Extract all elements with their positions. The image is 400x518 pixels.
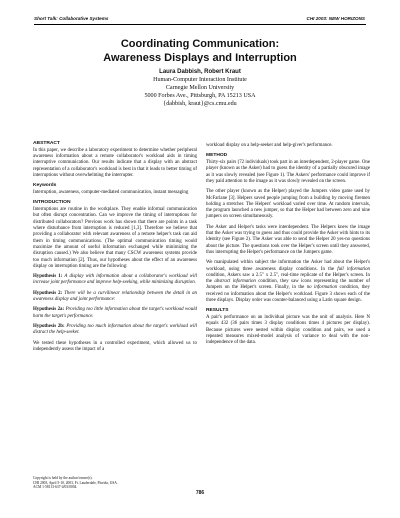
- intro-text: Interruptions are routine in the workplace. They enable informal communication but often disrupt concentration. Can we improve the timing of interruptions for distributed collaborators? Previous work has shown that there are points in a task where disturbance from interruption is reduced [1,3]. Therefore we believe that providing a collaborator with relevant awareness of a remote helper's task can aid them in timing communications. (The optimal communication timing would maximize the amount of useful information exchanged while minimizing the disruption caused.) We also believe that many CSCW awareness systems provide too much information [2]. Thus, our hypotheses about the effect of an awareness display on interruption timing are the following:: [33, 207, 197, 269]
- method-paragraph-3: The Asker and Helper's tasks were interdependent. The Helpers knew the image that the Asker was trying to guess and thus could provide the Asker with hints to its identity (see Figure 2). The Asker was able to send the Helper 20 yes-no questions about the picture. The questions took over the Helper's screen until they answered, thus interrupting the Helper's performance on the Jumpers game.: [206, 224, 370, 255]
- method-paragraph-2: The other player (known as the Helper) played the Jumpers video game used by McFarlane [3]. Helpers saved people jumping from a building by moving firemen holding a stretcher. The Helpers' workload varied over time. At random intervals, the program launched a new jumper, so that the Helper had between zero and nine jumpers on screen simultaneously.: [206, 189, 370, 220]
- condition-no-information: no information: [306, 285, 338, 291]
- method-p4-part: condition, they saw icons representing the number of Jumpers on the Helper's screen. Finally, in the: [206, 279, 370, 291]
- hypothesis-2-label: Hypothesis 2:: [33, 290, 63, 296]
- method-p4-part: condition, they received no information about the Helper's workload. Figure 3 shows each of the three displays. Display order was counter-balanced using a Latin square design.: [206, 285, 371, 304]
- hypothesis-2: [33, 291, 197, 304]
- author-names: Laura Dabbish, Robert Kraut: [159, 69, 241, 75]
- intro-heading: INTRODUCTION: [33, 200, 71, 206]
- title-line-2: Awareness Displays and Interruption: [103, 51, 297, 64]
- results-paragraph-1: A pair's performance on an individual picture was the unit of analysis. Here N equals 432 (36 pairs times 3 display conditions times 4 pictures per display). Because pictures were nested within display condition and pairs, we used a repeated measures mixed-model analysis of variance to deal with the non-independence of the data.: [206, 315, 370, 346]
- condition-abstract-information: abstract information: [214, 279, 256, 285]
- keywords-text: Interruption, awareness, computer-mediated communication, instant messaging: [33, 190, 189, 196]
- hypothesis-2a-label: Hypothesis 2a:: [33, 307, 65, 313]
- abstract-heading: ABSTRACT: [33, 141, 60, 146]
- page-number: 786: [195, 490, 205, 496]
- author-block: [60, 68, 340, 108]
- continued-text: workload display on a help-seeker and help-giver's performance.: [206, 143, 333, 148]
- hypothesis-2a: [33, 307, 197, 320]
- running-header-left: Short Talk: Collaborative Systems: [34, 16, 109, 21]
- left-column: [33, 141, 197, 357]
- method-p4-part: We manipulated within subject the information the Asker had about the Helper's workload, using three awareness display conditions. In the: [206, 260, 370, 272]
- header-rule: [34, 24, 366, 25]
- paper-title: [30, 38, 370, 65]
- copyright-line: Copyright is held by the author/owner(s).: [33, 476, 93, 480]
- hypothesis-2b: [33, 324, 197, 337]
- conference-line: CHI 2003, April 5-10, 2003, Ft. Lauderdale, Florida, USA.: [33, 480, 118, 485]
- author-university: Carnegie Mellon University: [165, 85, 235, 91]
- abstract-text: In this paper, we describe a laboratory experiment to determine whether peripheral awareness information about a remote collaborator's workload aids in timing interruptive communication. Our results indicate that a display with an abstract representation of a collaborator's workload is best in that it leads to better timing of interruptions without overwhelming the interrupter.: [33, 147, 197, 178]
- author-address: 5000 Forbes Ave., Pittsburgh, PA 15213 USA: [144, 93, 256, 99]
- hypothesis-1-text: A display with information about a collaborator's workload will increase joint performance and improve help-seeking, while minimizing disruption.: [33, 274, 197, 286]
- keywords-heading: Keywords: [33, 183, 57, 189]
- hypothesis-1: [33, 274, 197, 287]
- hypothesis-2b-label: Hypothesis 2b:: [33, 323, 65, 329]
- hypothesis-2a-text: Providing too little information about the target's workload would harm the target's performance.: [33, 307, 197, 319]
- method-p4-part: condition, Askers saw a 2.5" x 2.5", real-time replicate of the Helper's screen. In the: [206, 272, 370, 285]
- intro-tail-text: We tested these hypotheses in a controlled experiment, which allowed us to independently assess the impact of a: [33, 340, 197, 352]
- author-affiliation: Human-Computer Interaction Institute: [153, 77, 247, 83]
- results-heading: RESULTS: [206, 308, 229, 314]
- author-email: {dabbish, kraut}@cs.cmu.edu: [163, 101, 237, 107]
- running-header-right: CHI 2003: NEW HORIZONS: [306, 16, 365, 21]
- copyright-footnote: [33, 476, 197, 490]
- title-line-1: Coordinating Communication:: [120, 38, 280, 50]
- hypothesis-2b-text: Providing too much information about the target's workload will distract the help-seeker.: [33, 323, 197, 336]
- acm-line: ACM 1-58113-637-4/03/0004.: [33, 485, 78, 490]
- method-paragraph-4: [206, 260, 370, 304]
- right-column: [206, 143, 370, 351]
- hypothesis-1-label: Hypothesis 1:: [33, 274, 63, 280]
- condition-full-information: full information: [337, 266, 370, 272]
- hypothesis-2-text: There will be a curvilinear relationship between the detail in an awareness display and joint performance:: [33, 290, 197, 303]
- method-paragraph-1: Thirty-six pairs (72 individuals) took part in an interdependent, 2-player game. One player (known as the Asker) had to guess the identity of a partially obscured image as it was slowly revealed (see Figure 1). The Askers' performance could improve if they paid attention to the image as it was slowly revealed on the screen.: [206, 160, 370, 184]
- method-heading: METHOD: [206, 153, 228, 159]
